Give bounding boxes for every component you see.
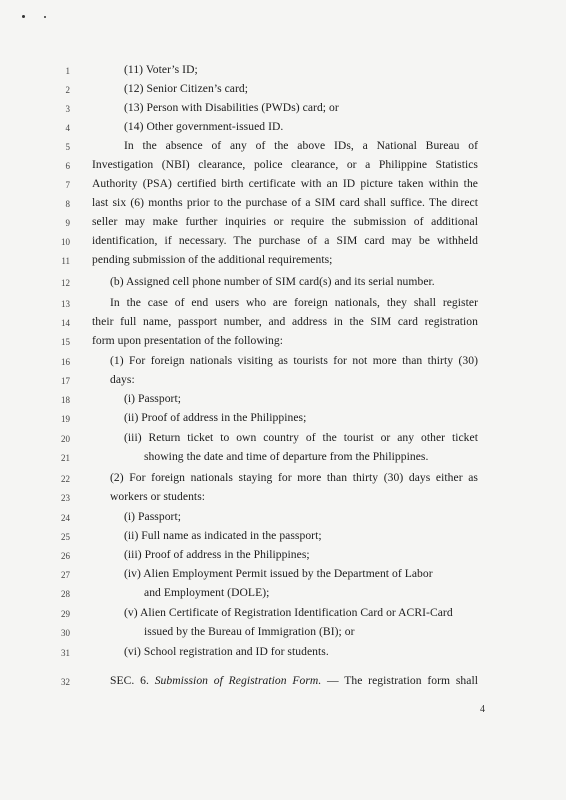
paragraph-line: identification, if necessary. The purchase of a SIM card may be withheld bbox=[92, 234, 478, 247]
paragraph-line: last six (6) months prior to the purchase of a SIM card shall suffice. The direct bbox=[92, 196, 478, 209]
line-number: 2 bbox=[65, 85, 70, 95]
line-number: 4 bbox=[65, 123, 70, 133]
line-number: 13 bbox=[61, 299, 70, 309]
sub-item-passport: (i) Passport; bbox=[124, 392, 182, 405]
sub-item-employment-permit: (iv) Alien Employment Permit issued by the Department of Labor bbox=[124, 567, 433, 580]
line-number: 8 bbox=[65, 199, 70, 209]
list-item-b: (b) Assigned cell phone number of SIM card(s) and its serial number. bbox=[110, 275, 435, 288]
line-number: 17 bbox=[61, 376, 70, 386]
line-number: 20 bbox=[61, 434, 70, 444]
line-number: 23 bbox=[61, 493, 70, 503]
sub-item-address: (iii) Proof of address in the Philippines; bbox=[124, 548, 310, 561]
list-item-pwd-card: (13) Person with Disabilities (PWDs) card; or bbox=[124, 101, 339, 114]
paragraph-line: Authority (PSA) certified birth certificate with an ID picture taken within the bbox=[92, 177, 478, 190]
paragraph-line: form upon presentation of the following: bbox=[92, 334, 284, 347]
line-number: 16 bbox=[61, 357, 70, 367]
sub-item-return-ticket-cont: showing the date and time of departure from the Philippines. bbox=[144, 450, 429, 463]
line-number: 12 bbox=[61, 278, 70, 288]
paragraph-line: seller may make further inquiries or require the submission of additional bbox=[92, 215, 478, 228]
list-item-voters-id: (11) Voter’s ID; bbox=[124, 63, 198, 76]
paragraph-line: their full name, passport number, and address in the SIM card registration bbox=[92, 315, 478, 328]
line-number: 3 bbox=[65, 104, 70, 114]
line-number: 18 bbox=[61, 395, 70, 405]
list-item-senior-card: (12) Senior Citizen’s card; bbox=[124, 82, 249, 95]
line-number: 1 bbox=[65, 66, 70, 76]
paragraph-line: In the absence of any of the above IDs, a National Bureau of bbox=[124, 139, 478, 152]
line-number: 30 bbox=[61, 628, 70, 638]
sub-item-full-name: (ii) Full name as indicated in the passport; bbox=[124, 529, 322, 542]
line-number: 21 bbox=[61, 453, 70, 463]
line-number: 27 bbox=[61, 570, 70, 580]
line-number: 5 bbox=[65, 142, 70, 152]
line-number: 14 bbox=[61, 318, 70, 328]
line-number: 32 bbox=[61, 677, 70, 687]
section-number: SEC. 6. bbox=[110, 674, 149, 687]
line-number: 25 bbox=[61, 532, 70, 542]
list-item-other-id: (14) Other government-issued ID. bbox=[124, 120, 284, 133]
line-number: 19 bbox=[61, 414, 70, 424]
line-number: 11 bbox=[61, 256, 70, 266]
paragraph-line: pending submission of the additional requirements; bbox=[92, 253, 333, 266]
line-number: 10 bbox=[61, 237, 70, 247]
line-number: 22 bbox=[61, 474, 70, 484]
sub-item-school-id: (vi) School registration and ID for students. bbox=[124, 645, 329, 658]
list-item-workers-cont: workers or students: bbox=[110, 490, 206, 503]
section-title: Submission of Registration Form. bbox=[154, 674, 322, 687]
list-item-tourists-cont: days: bbox=[110, 373, 135, 386]
list-item-workers: (2) For foreign nationals staying for more than thirty (30) days either as bbox=[110, 471, 478, 484]
line-number: 26 bbox=[61, 551, 70, 561]
line-number: 24 bbox=[61, 513, 70, 523]
line-number: 6 bbox=[65, 161, 70, 171]
paragraph-line: Investigation (NBI) clearance, police clearance, or a Philippine Statistics bbox=[92, 158, 478, 171]
line-number: 7 bbox=[65, 180, 70, 190]
line-number: 28 bbox=[61, 589, 70, 599]
sub-item-address: (ii) Proof of address in the Philippines; bbox=[124, 411, 307, 424]
sub-item-employment-permit-cont: and Employment (DOLE); bbox=[144, 586, 270, 599]
paragraph-line: In the case of end users who are foreign nationals, they shall register bbox=[110, 296, 478, 309]
page-number: 4 bbox=[480, 704, 485, 715]
list-item-tourists: (1) For foreign nationals visiting as tourists for not more than thirty (30) bbox=[110, 354, 478, 367]
section-heading-line bbox=[110, 674, 478, 687]
sub-item-acr-card-cont: issued by the Bureau of Immigration (BI); or bbox=[144, 625, 355, 638]
line-number: 31 bbox=[61, 648, 70, 658]
line-number: 9 bbox=[65, 218, 70, 228]
sub-item-passport: (i) Passport; bbox=[124, 510, 182, 523]
sub-item-acr-card: (v) Alien Certificate of Registration Identification Card or ACRI-Card bbox=[124, 606, 453, 619]
scan-speck bbox=[22, 15, 25, 18]
line-number: 29 bbox=[61, 609, 70, 619]
line-number: 15 bbox=[61, 337, 70, 347]
scan-speck bbox=[44, 16, 46, 18]
section-text: — The registration form shall bbox=[327, 674, 479, 687]
sub-item-return-ticket: (iii) Return ticket to own country of the tourist or any other ticket bbox=[124, 431, 478, 444]
